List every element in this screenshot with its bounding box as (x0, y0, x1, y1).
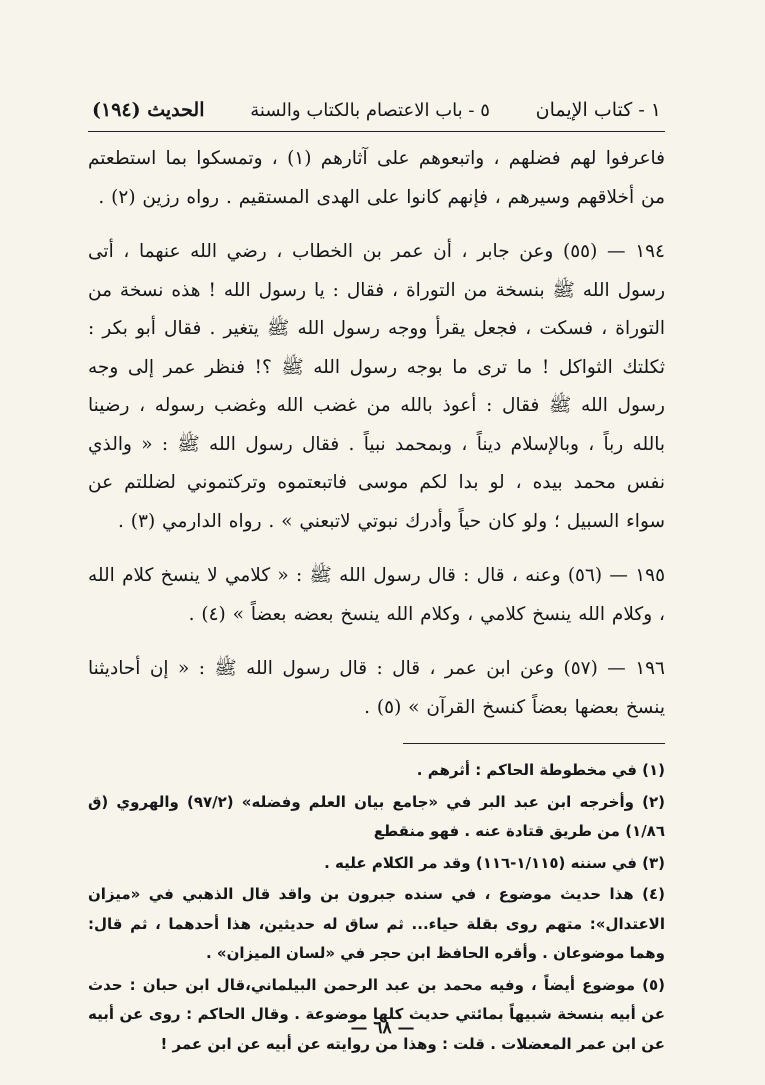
footnote-5: (٥) موضوع أيضاً ، وفيه محمد بن عبد الرحمن البيلماني،قال ابن حبان : حدث عن أبيه بنسخة شبيهاً بمائتي حديث كلها موضوعة . وقال الحاكم : روى عن أبيه عن ابن عمر المعضلات . قلت : وهذا من روايته عن أبيه عن ابن عمر ! (88, 975, 665, 1053)
footnote-2: (٢) وأخرجه ابن عبد البر في «جامع بيان العلم وفضله» (٩٧/٢) والهروي (ق ١/٨٦) من طريق قتادة عنه . فهو منقطع (88, 792, 665, 840)
hadith-195: ١٩٥ — (٥٦) وعنه ، قال : قال رسول الله ﷺ : « كلامي لا ينسخ كلام الله ، وكلام الله ينسخ كلامي ، وكلام الله ينسخ بعضه بعضاً » (٤) . (88, 565, 666, 625)
chapter-title: ٥ - باب الاعتصام بالكتاب والسنة (250, 100, 490, 121)
book-title: ١ - كتاب الإيمان (535, 99, 661, 121)
hadith-number: الحديث (١٩٤) (92, 99, 205, 121)
footnote-3: (٣) في سننه (١/١١٥-١١٦) وقد مر الكلام عليه . (324, 853, 665, 872)
footnote-4: (٤) هذا حديث موضوع ، في سنده جبرون بن واقد قال الذهبي في «ميزان الاعتدال»: متهم روى بقلة حياء... ثم ساق له حديثين، هذا أحدهما ، ثم قال: وهما موضوعان . وأقره الحافظ ابن حجر في «لسان الميزان» . (88, 885, 665, 962)
hadith-194: ١٩٤ — (٥٥) وعن جابر ، أن عمر بن الخطاب ، رضي الله عنهما ، أتى رسول الله ﷺ بنسخة من التوراة ، فقال : يا رسول الله ! هذه نسخة من التوراة ، فسكت ، فجعل يقرأ ووجه رسول الله ﷺ يتغير . فقال أبو بكر : ثكلتك الثواكل ! ما ترى ما بوجه رسول الله ﷺ ؟! فنظر عمر إلى وجه رسول الله ﷺ فقال : أعوذ بالله من غضب الله وغضب رسوله ، رضينا بالله رباً ، وبالإسلام ديناً ، وبمحمد نبياً . فقال رسول الله ﷺ : « والذي نفس محمد بيده ، لو بدا لكم موسى فاتبعتموه وتركتموني لضللتم عن سواء السبيل ؛ ولو كان حياً وأدرك نبوتي لاتبعني » . رواه الدارمي (٣) . (88, 241, 665, 532)
paragraph-continued: فاعرفوا لهم فضلهم ، واتبعوهم على آثارهم (١) ، وتمسكوا بما استطعتم من أخلاقهم وسيرهم ، فإنهم كانوا على الهدى المستقيم . رواه رزين (٢) . (88, 148, 665, 208)
footnotes (88, 756, 665, 1059)
main-text (88, 140, 665, 727)
hadith-196: ١٩٦ — (٥٧) وعن ابن عمر ، قال : قال رسول الله ﷺ : « إن أحاديثنا ينسخ بعضها بعضاً كنسخ القرآن » (٥) . (88, 658, 665, 718)
footnote-1: (١) في مخطوطة الحاكم : أثرهم . (416, 761, 665, 779)
footnote-rule (403, 743, 665, 744)
header-rule (88, 131, 665, 132)
running-header (88, 96, 665, 131)
page-number: — ٦٨ — (350, 1018, 415, 1038)
